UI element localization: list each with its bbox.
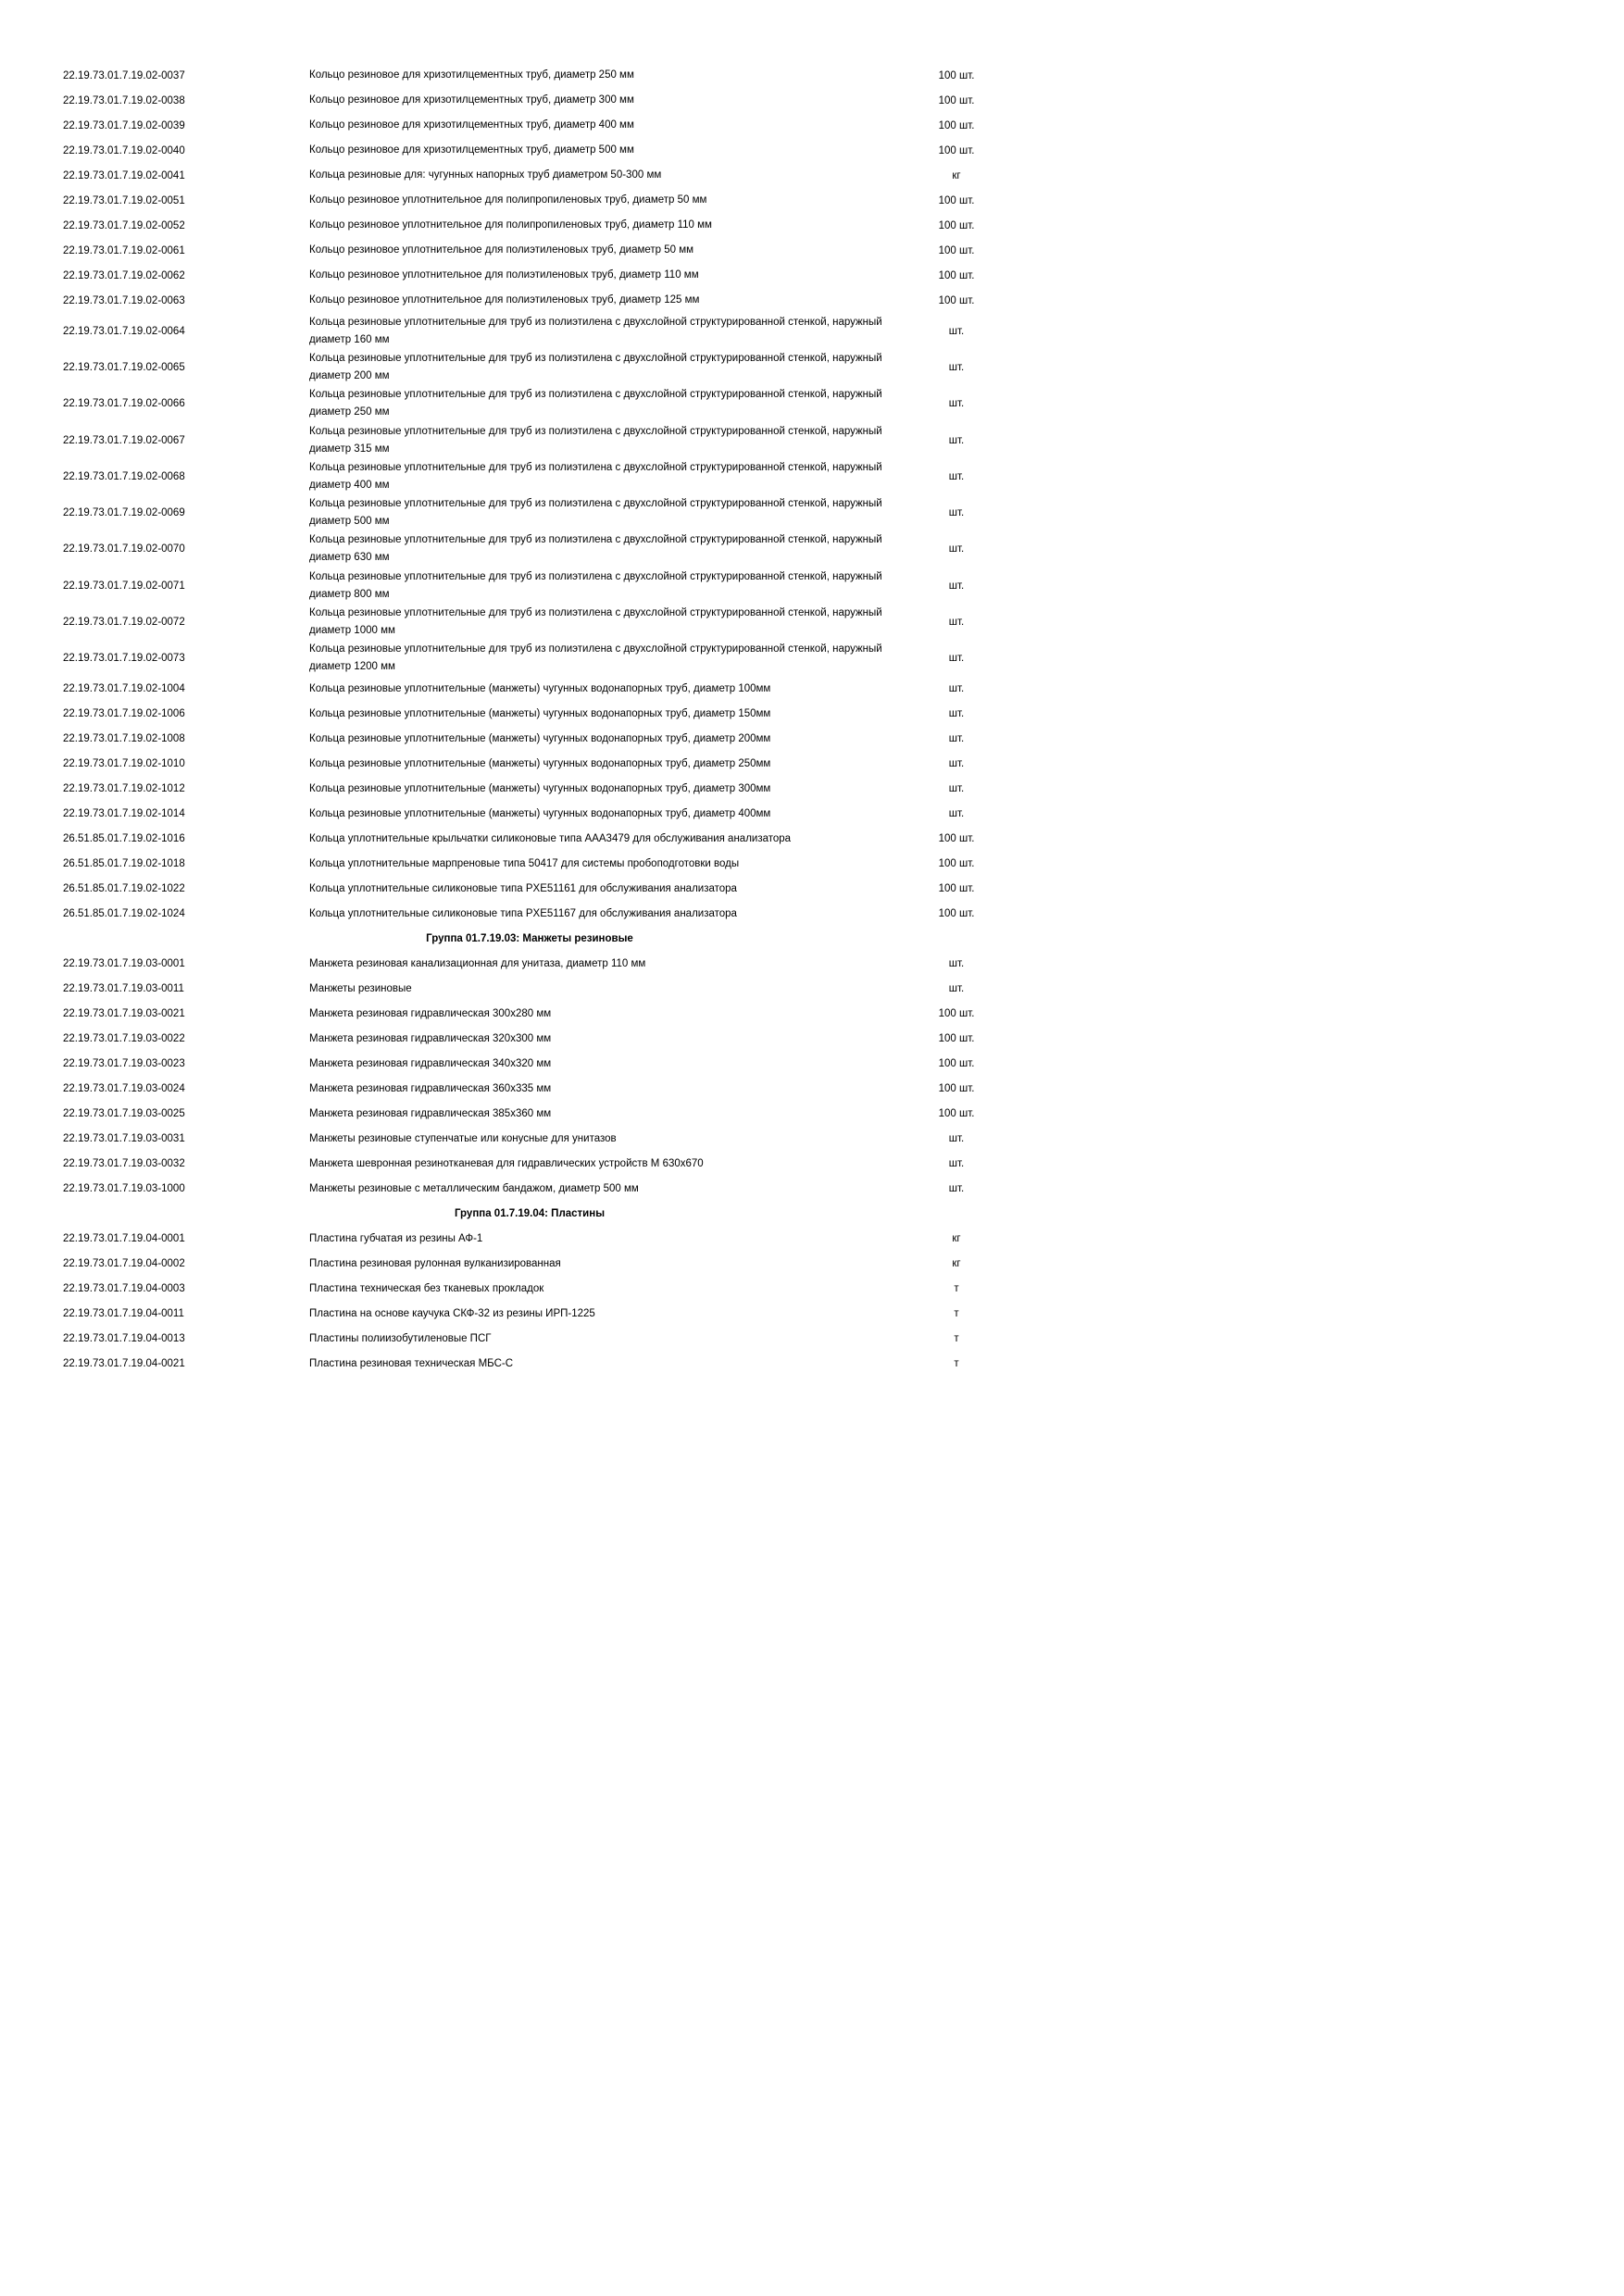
item-code: 22.19.73.01.7.19.02-1004 xyxy=(63,683,185,695)
item-unit: 100 шт. xyxy=(938,1083,975,1095)
item-unit: шт. xyxy=(948,708,965,720)
item-code: 22.19.73.01.7.19.03-0031 xyxy=(63,1133,185,1145)
item-unit: 100 шт. xyxy=(938,269,975,281)
item-code: 22.19.73.01.7.19.02-0071 xyxy=(63,580,185,592)
table-row xyxy=(57,902,1002,927)
item-name: Манжеты резиновые ступенчатые или конусные для унитазов xyxy=(309,1132,617,1144)
item-code: 22.19.73.01.7.19.02-0038 xyxy=(63,94,185,106)
item-unit: 100 шт. xyxy=(938,833,975,845)
table-row xyxy=(57,494,1002,530)
item-name: Манжеты резиновые xyxy=(309,982,412,994)
item-unit: шт. xyxy=(948,1183,965,1195)
table-row xyxy=(57,313,1002,349)
item-name: Манжета резиновая гидравлическая 360х335 мм xyxy=(309,1082,552,1094)
item-unit: т xyxy=(954,1283,959,1295)
item-unit: 100 шт. xyxy=(938,94,975,106)
item-name: Кольца резиновые уплотнительные (манжеты) чугунных водонапорных труб, диаметр 250мм xyxy=(309,757,771,769)
item-name: Кольца резиновые уплотнительные для труб из полиэтилена с двухслойной структурированной стенкой, наружный диаметр 250 мм xyxy=(309,389,882,418)
table-row xyxy=(57,1327,1002,1352)
price-list-document xyxy=(57,63,1002,1377)
item-code: 22.19.73.01.7.19.02-1006 xyxy=(63,708,185,720)
table-row xyxy=(57,138,1002,163)
item-code: 26.51.85.01.7.19.02-1016 xyxy=(63,833,185,845)
item-name: Кольца уплотнительные силиконовые типа PXE51167 для обслуживания анализатора xyxy=(309,907,737,919)
item-code: 22.19.73.01.7.19.02-0037 xyxy=(63,69,185,81)
item-code: 22.19.73.01.7.19.04-0011 xyxy=(63,1308,184,1320)
item-name: Манжета резиновая гидравлическая 300х280 мм xyxy=(309,1007,552,1019)
item-name: Кольцо резиновое для хризотилцементных труб, диаметр 400 мм xyxy=(309,119,634,131)
table-row xyxy=(57,349,1002,385)
item-name: Кольца резиновые для: чугунных напорных труб диаметром 50-300 мм xyxy=(309,169,662,181)
table-row xyxy=(57,568,1002,604)
item-code: 22.19.73.01.7.19.02-0069 xyxy=(63,507,185,519)
item-code: 22.19.73.01.7.19.02-0040 xyxy=(63,144,185,156)
table-row xyxy=(57,677,1002,702)
item-code: 22.19.73.01.7.19.02-0063 xyxy=(63,294,185,306)
item-name: Кольца резиновые уплотнительные для труб из полиэтилена с двухслойной структурированной стенкой, наружный диаметр 500 мм xyxy=(309,498,882,528)
table-row xyxy=(57,531,1002,568)
item-unit: шт. xyxy=(948,683,965,695)
table-row xyxy=(57,802,1002,827)
item-name: Кольцо резиновое уплотнительное для полипропиленовых труб, диаметр 110 мм xyxy=(309,219,712,231)
item-code: 22.19.73.01.7.19.04-0013 xyxy=(63,1333,185,1345)
item-name: Кольца резиновые уплотнительные для труб из полиэтилена с двухслойной структурированной стенкой, наружный диаметр 200 мм xyxy=(309,352,882,381)
item-code: 22.19.73.01.7.19.04-0021 xyxy=(63,1358,185,1370)
item-code: 22.19.73.01.7.19.02-0062 xyxy=(63,269,185,281)
item-code: 26.51.85.01.7.19.02-1024 xyxy=(63,908,185,920)
table-row xyxy=(57,604,1002,640)
item-name: Манжета резиновая гидравлическая 340х320 мм xyxy=(309,1057,552,1069)
item-code: 22.19.73.01.7.19.02-0061 xyxy=(63,244,185,256)
item-name: Кольцо резиновое уплотнительное для полиэтиленовых труб, диаметр 110 мм xyxy=(309,269,699,281)
item-name: Кольца уплотнительные марпреновые типа 50417 для системы пробоподготовки воды xyxy=(309,857,740,869)
table-row xyxy=(57,263,1002,288)
item-code: 22.19.73.01.7.19.03-0032 xyxy=(63,1158,185,1170)
item-unit: шт. xyxy=(948,1133,965,1145)
item-unit: 100 шт. xyxy=(938,883,975,895)
table-row xyxy=(57,238,1002,263)
item-code: 22.19.73.01.7.19.02-0070 xyxy=(63,543,185,555)
item-unit: 100 шт. xyxy=(938,294,975,306)
table-row xyxy=(57,1077,1002,1102)
item-code: 22.19.73.01.7.19.02-0072 xyxy=(63,617,185,629)
item-code: 22.19.73.01.7.19.03-0021 xyxy=(63,1008,185,1020)
table-row xyxy=(57,1102,1002,1127)
table-row xyxy=(57,1227,1002,1252)
table-row xyxy=(57,1177,1002,1202)
group-heading: Группа 01.7.19.03: Манжеты резиновые xyxy=(426,933,633,945)
item-unit: шт. xyxy=(948,1158,965,1170)
item-name: Кольца резиновые уплотнительные для труб из полиэтилена с двухслойной структурированной стенкой, наружный диаметр 400 мм xyxy=(309,461,882,491)
item-unit: 100 шт. xyxy=(938,1008,975,1020)
item-unit: шт. xyxy=(948,758,965,770)
item-code: 22.19.73.01.7.19.03-0024 xyxy=(63,1083,185,1095)
table-row xyxy=(57,163,1002,188)
item-name: Пластина техническая без тканевых прокладок xyxy=(309,1282,544,1294)
item-name: Кольца резиновые уплотнительные для труб из полиэтилена с двухслойной структурированной стенкой, наружный диаметр 315 мм xyxy=(309,425,882,455)
item-name: Кольца резиновые уплотнительные (манжеты) чугунных водонапорных труб, диаметр 100мм xyxy=(309,682,771,694)
table-row xyxy=(57,1127,1002,1152)
item-name: Кольцо резиновое уплотнительное для полиэтиленовых труб, диаметр 125 мм xyxy=(309,294,700,306)
item-unit: шт. xyxy=(948,470,965,482)
item-unit: кг xyxy=(952,1258,961,1270)
table-row xyxy=(57,386,1002,422)
item-name: Кольца резиновые уплотнительные для труб из полиэтилена с двухслойной структурированной стенкой, наружный диаметр 160 мм xyxy=(309,316,882,345)
item-code: 22.19.73.01.7.19.02-0051 xyxy=(63,194,185,206)
table-row xyxy=(57,641,1002,677)
item-unit: т xyxy=(954,1358,959,1370)
item-unit: 100 шт. xyxy=(938,1108,975,1120)
item-name: Кольца резиновые уплотнительные (манжеты) чугунных водонапорных труб, диаметр 150мм xyxy=(309,707,771,719)
item-unit: 100 шт. xyxy=(938,1033,975,1045)
item-code: 22.19.73.01.7.19.02-1014 xyxy=(63,808,185,820)
item-unit: шт. xyxy=(948,507,965,519)
item-name: Кольца резиновые уплотнительные (манжеты) чугунных водонапорных труб, диаметр 300мм xyxy=(309,782,771,794)
item-unit: шт. xyxy=(948,398,965,410)
item-code: 22.19.73.01.7.19.02-0068 xyxy=(63,470,185,482)
item-name: Манжета резиновая гидравлическая 320х300 мм xyxy=(309,1032,552,1044)
item-unit: кг xyxy=(952,169,961,181)
item-code: 22.19.73.01.7.19.03-0025 xyxy=(63,1108,185,1120)
item-code: 22.19.73.01.7.19.02-0066 xyxy=(63,398,185,410)
item-unit: шт. xyxy=(948,580,965,592)
table-row xyxy=(57,288,1002,313)
item-unit: 100 шт. xyxy=(938,219,975,231)
item-name: Манжета шевронная резинотканевая для гидравлических устройств М 630х670 xyxy=(309,1157,704,1169)
item-code: 22.19.73.01.7.19.02-1012 xyxy=(63,783,185,795)
item-name: Кольца резиновые уплотнительные для труб из полиэтилена с двухслойной структурированной стенкой, наружный диаметр 1200 мм xyxy=(309,643,882,673)
item-name: Пластина резиновая рулонная вулканизированная xyxy=(309,1257,561,1269)
item-name: Пластина губчатая из резины АФ-1 xyxy=(309,1232,483,1244)
item-code: 22.19.73.01.7.19.03-1000 xyxy=(63,1183,185,1195)
table-row xyxy=(57,727,1002,752)
table-row xyxy=(57,702,1002,727)
item-unit: 100 шт. xyxy=(938,69,975,81)
table-row xyxy=(57,777,1002,802)
item-unit: 100 шт. xyxy=(938,144,975,156)
item-name: Кольцо резиновое уплотнительное для полиэтиленовых труб, диаметр 50 мм xyxy=(309,244,694,256)
table-row xyxy=(57,852,1002,877)
item-unit: шт. xyxy=(948,783,965,795)
table-row xyxy=(57,1302,1002,1327)
item-name: Манжета резиновая гидравлическая 385х360 мм xyxy=(309,1107,552,1119)
table-row xyxy=(57,977,1002,1002)
table-row xyxy=(57,1352,1002,1377)
item-unit: т xyxy=(954,1333,959,1345)
table-row xyxy=(57,1277,1002,1302)
table-row xyxy=(57,422,1002,458)
item-code: 26.51.85.01.7.19.02-1022 xyxy=(63,883,185,895)
item-unit: шт. xyxy=(948,434,965,446)
item-code: 22.19.73.01.7.19.02-0073 xyxy=(63,653,185,665)
item-name: Пластина на основе каучука СКФ-32 из резины ИРП-1225 xyxy=(309,1307,595,1319)
item-unit: 100 шт. xyxy=(938,194,975,206)
item-unit: шт. xyxy=(948,361,965,373)
table-row xyxy=(57,1252,1002,1277)
item-name: Манжета резиновая канализационная для унитаза, диаметр 110 мм xyxy=(309,957,646,969)
item-unit: шт. xyxy=(948,653,965,665)
item-code: 22.19.73.01.7.19.03-0011 xyxy=(63,983,184,995)
item-name: Кольца резиновые уплотнительные (манжеты) чугунных водонапорных труб, диаметр 400мм xyxy=(309,807,771,819)
item-code: 22.19.73.01.7.19.02-1010 xyxy=(63,758,185,770)
table-row xyxy=(57,188,1002,213)
item-name: Манжеты резиновые с металлическим бандажом, диаметр 500 мм xyxy=(309,1182,639,1194)
item-unit: шт. xyxy=(948,808,965,820)
item-unit: шт. xyxy=(948,733,965,745)
item-code: 22.19.73.01.7.19.02-0065 xyxy=(63,361,185,373)
item-code: 22.19.73.01.7.19.02-0041 xyxy=(63,169,185,181)
item-unit: 100 шт. xyxy=(938,858,975,870)
table-row xyxy=(57,1027,1002,1052)
item-unit: кг xyxy=(952,1233,961,1245)
item-unit: 100 шт. xyxy=(938,908,975,920)
item-code: 26.51.85.01.7.19.02-1018 xyxy=(63,858,185,870)
item-name: Кольца резиновые уплотнительные для труб из полиэтилена с двухслойной структурированной стенкой, наружный диаметр 630 мм xyxy=(309,534,882,564)
item-name: Кольца резиновые уплотнительные (манжеты) чугунных водонапорных труб, диаметр 200мм xyxy=(309,732,771,744)
item-code: 22.19.73.01.7.19.03-0023 xyxy=(63,1058,185,1070)
item-unit: 100 шт. xyxy=(938,244,975,256)
item-name: Кольца резиновые уплотнительные для труб из полиэтилена с двухслойной структурированной стенкой, наружный диаметр 1000 мм xyxy=(309,607,882,637)
item-code: 22.19.73.01.7.19.03-0001 xyxy=(63,958,185,970)
item-code: 22.19.73.01.7.19.02-0064 xyxy=(63,325,185,337)
table-row xyxy=(57,1052,1002,1077)
item-unit: шт. xyxy=(948,617,965,629)
table-row xyxy=(57,213,1002,238)
table-row xyxy=(57,113,1002,138)
item-unit: 100 шт. xyxy=(938,1058,975,1070)
item-code: 22.19.73.01.7.19.04-0003 xyxy=(63,1283,185,1295)
group-heading: Группа 01.7.19.04: Пластины xyxy=(454,1208,606,1220)
item-name: Кольцо резиновое для хризотилцементных труб, диаметр 500 мм xyxy=(309,144,634,156)
item-name: Кольца резиновые уплотнительные для труб из полиэтилена с двухслойной структурированной стенкой, наружный диаметр 800 мм xyxy=(309,570,882,600)
item-name: Кольца уплотнительные крыльчатки силиконовые типа ААА3479 для обслуживания анализатора xyxy=(309,832,792,844)
item-name: Кольцо резиновое для хризотилцементных труб, диаметр 250 мм xyxy=(309,69,634,81)
table-row xyxy=(57,952,1002,977)
table-row xyxy=(57,827,1002,852)
item-name: Пластина резиновая техническая МБС-С xyxy=(309,1357,514,1369)
item-code: 22.19.73.01.7.19.04-0001 xyxy=(63,1233,185,1245)
table-row xyxy=(57,752,1002,777)
item-code: 22.19.73.01.7.19.02-0039 xyxy=(63,119,185,131)
item-code: 22.19.73.01.7.19.04-0002 xyxy=(63,1258,185,1270)
table-row xyxy=(57,877,1002,902)
item-unit: шт. xyxy=(948,325,965,337)
table-row xyxy=(57,458,1002,494)
table-row xyxy=(57,1002,1002,1027)
table-row xyxy=(57,63,1002,88)
item-code: 22.19.73.01.7.19.02-1008 xyxy=(63,733,185,745)
item-unit: шт. xyxy=(948,543,965,555)
item-unit: шт. xyxy=(948,983,965,995)
item-unit: 100 шт. xyxy=(938,119,975,131)
item-code: 22.19.73.01.7.19.02-0052 xyxy=(63,219,185,231)
table-row xyxy=(57,88,1002,113)
table-row xyxy=(57,1152,1002,1177)
item-code: 22.19.73.01.7.19.02-0067 xyxy=(63,434,185,446)
item-unit: шт. xyxy=(948,958,965,970)
item-name: Кольцо резиновое для хризотилцементных труб, диаметр 300 мм xyxy=(309,94,634,106)
item-unit: т xyxy=(954,1308,959,1320)
item-name: Кольца уплотнительные силиконовые типа PXE51161 для обслуживания анализатора xyxy=(309,882,737,894)
item-name: Кольцо резиновое уплотнительное для полипропиленовых труб, диаметр 50 мм xyxy=(309,194,707,206)
item-name: Пластины полиизобутиленовые ПСГ xyxy=(309,1332,492,1344)
item-code: 22.19.73.01.7.19.03-0022 xyxy=(63,1033,185,1045)
